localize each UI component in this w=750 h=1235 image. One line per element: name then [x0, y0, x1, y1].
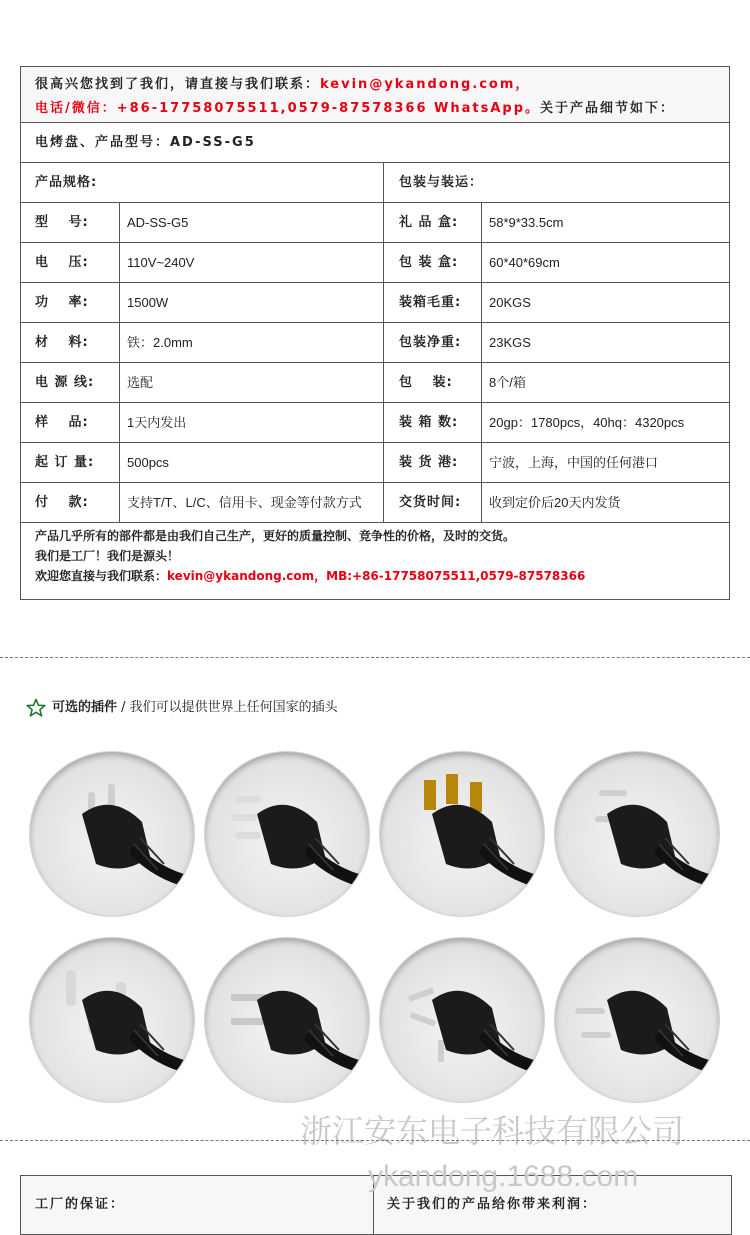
spec-row	[21, 323, 729, 363]
spec-label: 功 率:	[35, 295, 89, 310]
divider	[481, 443, 482, 483]
pack-label: 装 货 港:	[399, 455, 459, 470]
pack-value: 23KGS	[489, 335, 531, 350]
divider	[119, 403, 120, 443]
divider	[119, 323, 120, 363]
profit-header: 关于我们的产品给你带来利润：	[387, 1197, 598, 1212]
pack-label: 礼 品 盒:	[399, 215, 459, 230]
plug-type-8	[555, 938, 719, 1102]
plug-type-2	[205, 752, 369, 916]
plug-type-1	[30, 752, 194, 916]
divider	[119, 243, 120, 283]
spec-row	[21, 363, 729, 403]
pack-label: 装 箱 数:	[399, 415, 459, 430]
divider	[481, 363, 482, 403]
spec-label: 电 压:	[35, 255, 89, 270]
spec-row	[21, 203, 729, 243]
company-watermark: 浙江安东电子科技有限公司	[300, 1113, 685, 1149]
plug-type-3	[380, 752, 544, 916]
spec-value: 支持T/T、L/C、信用卡、现金等付款方式	[127, 495, 362, 510]
power-plug-icon	[380, 938, 544, 1102]
spec-row	[21, 403, 729, 443]
divider	[481, 283, 482, 323]
power-plug-icon	[30, 752, 194, 916]
spec-value: 500pcs	[127, 455, 169, 470]
contact-details-intro: 关于产品细节如下：	[540, 101, 676, 116]
spec-row	[21, 443, 729, 483]
statement-line-1: 产品几乎所有的部件都是由我们自己生产，更好的质量控制、竞争性的价格，及时的交货。	[35, 529, 516, 543]
power-plug-icon	[205, 752, 369, 916]
pack-header: 包装与装运：	[399, 175, 484, 190]
spec-table	[20, 66, 730, 600]
spec-row	[21, 483, 729, 523]
model-line: 电烤盘、产品型号：AD-SS-G5	[21, 123, 729, 163]
contact-intro: 很高兴您找到了我们，请直接与我们联系：	[35, 77, 321, 92]
pack-label: 包 装 盒:	[399, 255, 459, 270]
divider	[119, 283, 120, 323]
spec-label: 材 料:	[35, 335, 89, 350]
contact-line-1	[35, 73, 729, 97]
power-plug-icon	[205, 938, 369, 1102]
plugs-title: 可选的插件	[52, 700, 118, 715]
divider	[481, 243, 482, 283]
contact-phone[interactable]: 电话/微信：+86-17758075511,0579-87578366 WhatsApp。	[35, 101, 541, 116]
pack-label: 交货时间:	[399, 495, 462, 510]
pack-value: 20gp：1780pcs，40hq：4320pcs	[489, 415, 685, 430]
spec-row	[21, 243, 729, 283]
pack-label: 装箱毛重:	[399, 295, 462, 310]
pack-value: 20KGS	[489, 295, 531, 310]
spec-label: 付 款:	[35, 495, 89, 510]
spec-value: 1500W	[127, 295, 169, 310]
divider	[481, 323, 482, 363]
divider	[119, 203, 120, 243]
dashed-separator	[0, 657, 750, 658]
plug-type-4	[555, 752, 719, 916]
power-plug-icon	[380, 752, 544, 916]
plug-type-5	[30, 938, 194, 1102]
spec-header: 产品规格:	[35, 175, 98, 190]
pack-value: 60*40*69cm	[489, 255, 560, 270]
contact-email[interactable]: kevin@ykandong.com，	[320, 77, 531, 92]
divider	[481, 403, 482, 443]
divider	[383, 163, 384, 523]
divider	[481, 203, 482, 243]
statement-line-2: 我们是工厂！我们是源头！	[35, 549, 180, 563]
spec-value: 110V~240V	[127, 255, 195, 270]
spec-header-row	[21, 163, 729, 203]
divider	[119, 443, 120, 483]
power-plug-icon	[555, 938, 719, 1102]
power-plug-icon	[30, 938, 194, 1102]
statement-contact-info[interactable]: kevin@ykandong.com，MB:+86-17758075511,0579-87578366	[167, 569, 586, 583]
factory-guarantee-header: 工厂的保证：	[35, 1197, 126, 1212]
spec-label: 型 号:	[35, 215, 89, 230]
divider	[119, 483, 120, 523]
star-outline-icon	[26, 698, 46, 718]
plug-type-6	[205, 938, 369, 1102]
plugs-subtitle: / 我们可以提供世界上任何国家的插头	[117, 700, 338, 715]
dashed-separator	[0, 1140, 750, 1141]
spec-value: AD-SS-G5	[127, 215, 189, 230]
statement-contact-label: 欢迎您直接与我们联系：	[35, 569, 168, 583]
factory-statement	[35, 526, 585, 586]
spec-row	[21, 283, 729, 323]
power-plug-icon	[555, 752, 719, 916]
plugs-heading	[26, 696, 338, 718]
pack-label: 包 装:	[399, 375, 453, 390]
pack-value: 58*9*33.5cm	[489, 215, 564, 230]
spec-value: 选配	[127, 375, 154, 390]
contact-line-2	[35, 97, 729, 121]
pack-value: 收到定价后20天内发货	[489, 495, 621, 510]
pack-value: 8个/箱	[489, 375, 526, 390]
spec-label: 起 订 量:	[35, 455, 95, 470]
site-watermark: ykandong.1688.com	[368, 1160, 639, 1193]
spec-label: 电 源 线:	[35, 375, 95, 390]
spec-label: 样 品:	[35, 415, 89, 430]
pack-label: 包装净重:	[399, 335, 462, 350]
plug-type-7	[380, 938, 544, 1102]
divider	[119, 363, 120, 403]
spec-value: 铁：2.0mm	[127, 335, 193, 350]
contact-banner	[21, 67, 729, 123]
pack-value: 宁波，上海，中国的任何港口	[489, 455, 659, 470]
divider	[481, 483, 482, 523]
spec-value: 1天内发出	[127, 415, 187, 430]
